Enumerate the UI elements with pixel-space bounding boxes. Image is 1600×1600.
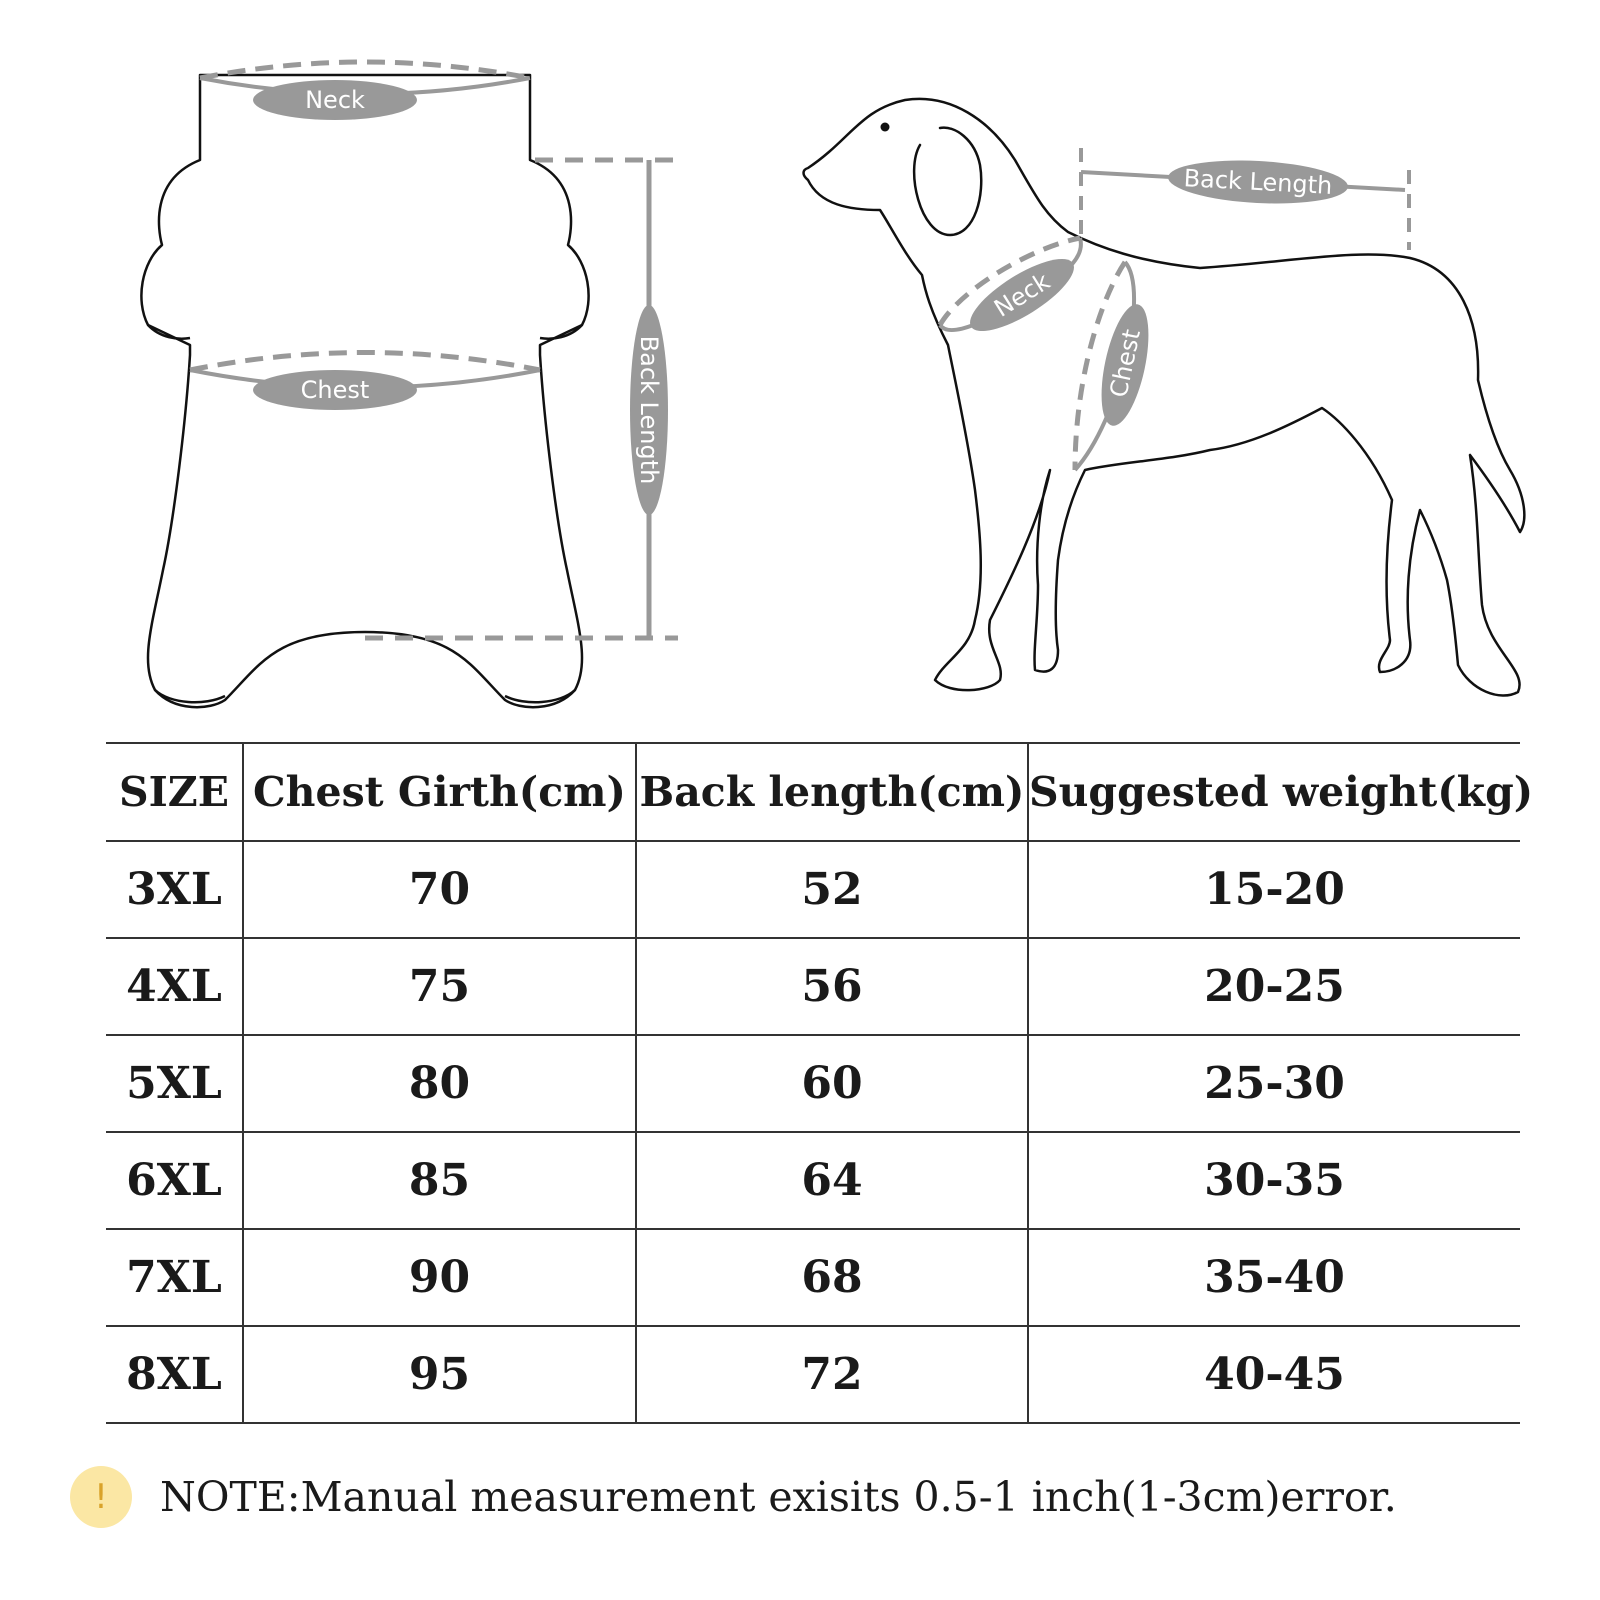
cell-suggested-weight: 25-30: [1028, 1035, 1520, 1132]
measurement-diagram: [0, 0, 1600, 730]
dog-illustration: [804, 99, 1525, 696]
cell-back-length: 64: [636, 1132, 1028, 1229]
size-chart-table: [106, 742, 1534, 1424]
dog-neck-measure: [940, 238, 1083, 344]
table-row: [106, 938, 1520, 1035]
coat-neck-label: Neck: [305, 86, 365, 114]
table-row: [106, 1326, 1520, 1423]
header-size: SIZE: [106, 743, 243, 841]
coat-chest-measure: [190, 353, 540, 411]
cell-back-length: 68: [636, 1229, 1028, 1326]
cell-suggested-weight: 35-40: [1028, 1229, 1520, 1326]
exclamation-icon: !: [70, 1466, 132, 1528]
cell-chest-girth: 75: [243, 938, 636, 1035]
coat-chest-label: Chest: [300, 376, 370, 404]
cell-back-length: 56: [636, 938, 1028, 1035]
dog-back-length-label: Back Length: [1183, 164, 1333, 200]
dog-back-length-measure: [1081, 148, 1409, 250]
dog-neck-label: Neck: [989, 267, 1055, 323]
table-row: [106, 1132, 1520, 1229]
cell-suggested-weight: 20-25: [1028, 938, 1520, 1035]
header-suggested-weight: Suggested weight(kg): [1028, 743, 1520, 841]
dog-chest-label: Chest: [1104, 326, 1147, 400]
header-back-length: Back length(cm): [636, 743, 1028, 841]
cell-size: 7XL: [106, 1229, 243, 1326]
cell-back-length: 52: [636, 841, 1028, 938]
header-chest-girth: Chest Girth(cm): [243, 743, 636, 841]
cell-size: 5XL: [106, 1035, 243, 1132]
table-row: [106, 841, 1520, 938]
cell-size: 8XL: [106, 1326, 243, 1423]
cell-suggested-weight: 40-45: [1028, 1326, 1520, 1423]
dog-chest-measure: [1075, 262, 1157, 470]
note-text: NOTE:Manual measurement exisits 0.5-1 inch(1-3cm)error.: [160, 1473, 1397, 1521]
cell-size: 3XL: [106, 841, 243, 938]
cell-size: 4XL: [106, 938, 243, 1035]
table-row: [106, 1229, 1520, 1326]
cell-chest-girth: 90: [243, 1229, 636, 1326]
cell-suggested-weight: 30-35: [1028, 1132, 1520, 1229]
cell-chest-girth: 95: [243, 1326, 636, 1423]
coat-neck-measure: [200, 62, 530, 120]
coat-back-length-label: Back Length: [635, 335, 663, 485]
coat-back-length-measure: [365, 160, 678, 638]
cell-chest-girth: 85: [243, 1132, 636, 1229]
cell-suggested-weight: 15-20: [1028, 841, 1520, 938]
cell-chest-girth: 70: [243, 841, 636, 938]
measurement-note: [70, 1465, 1397, 1529]
cell-back-length: 72: [636, 1326, 1028, 1423]
cell-back-length: 60: [636, 1035, 1028, 1132]
table-header-row: [106, 743, 1520, 841]
table-row: [106, 1035, 1520, 1132]
cell-chest-girth: 80: [243, 1035, 636, 1132]
cell-size: 6XL: [106, 1132, 243, 1229]
